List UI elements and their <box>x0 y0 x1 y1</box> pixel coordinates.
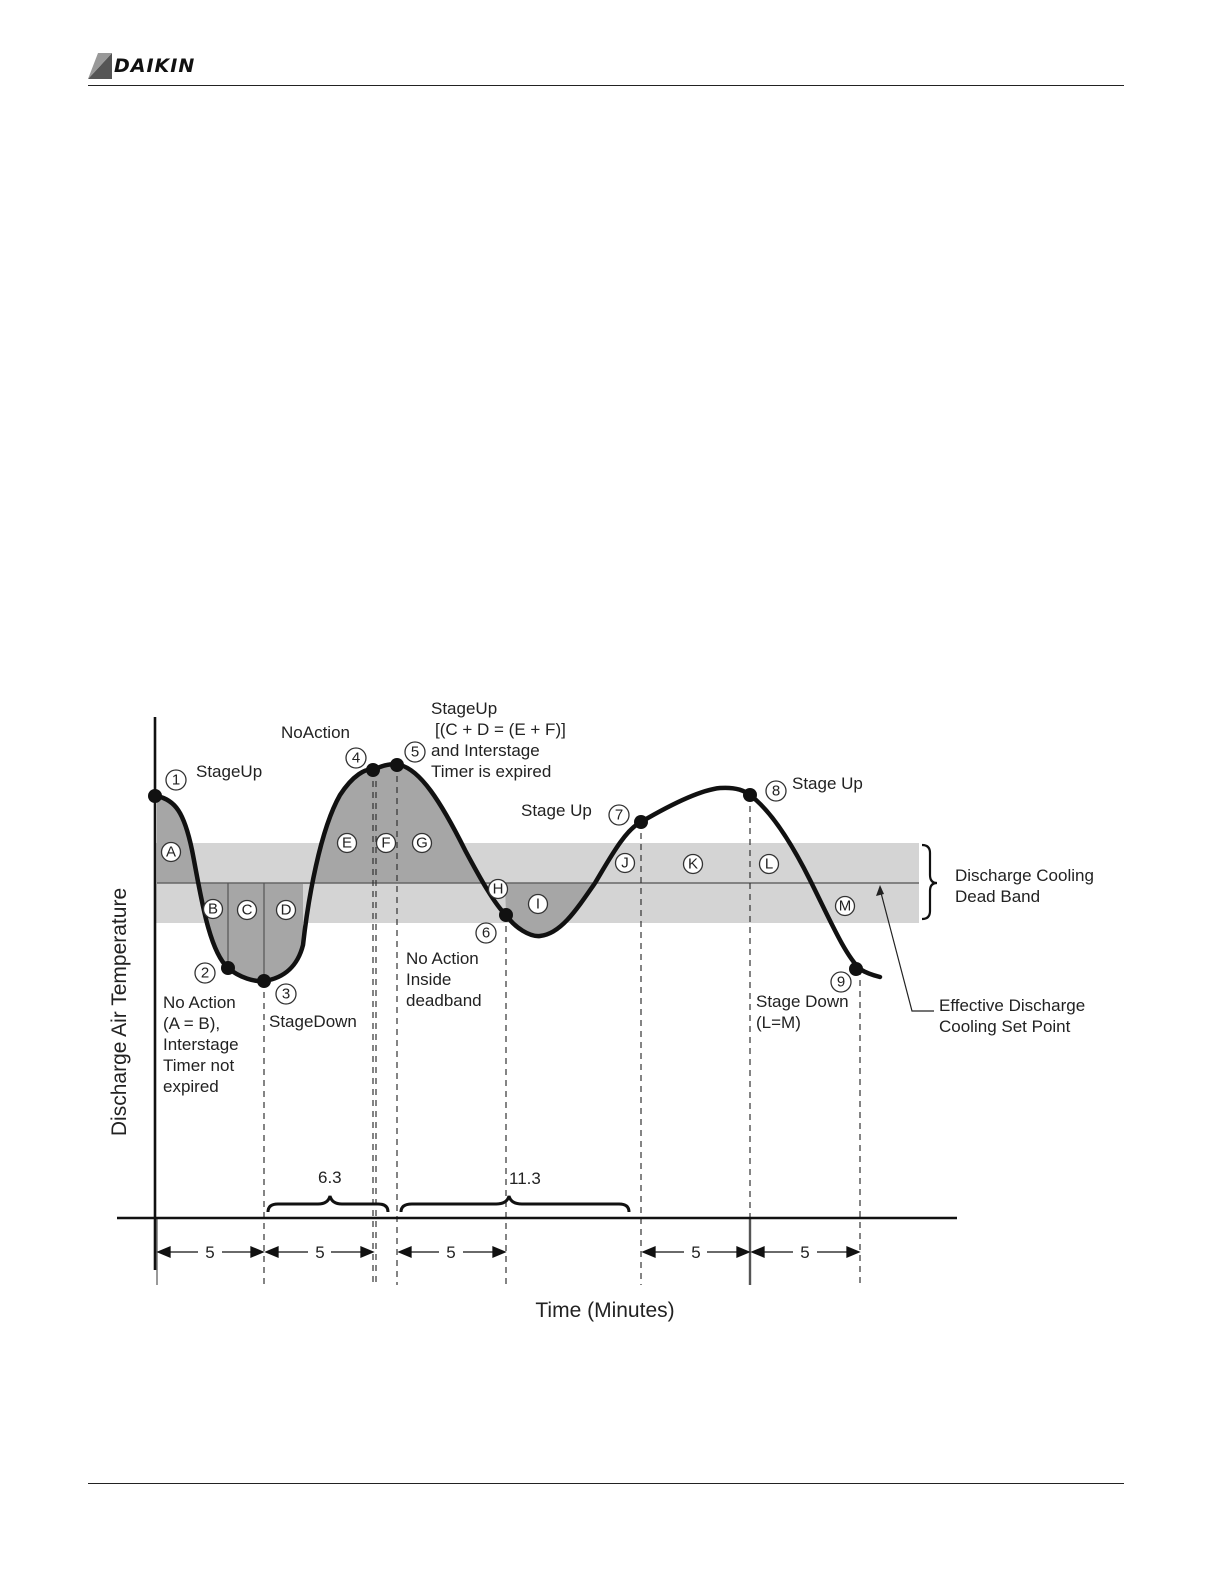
point-num-4: 4 <box>351 749 361 767</box>
area-l: L <box>764 855 774 873</box>
dot-7 <box>634 815 648 829</box>
interval-2: 5 <box>315 1243 325 1262</box>
point-num-2: 2 <box>200 964 210 982</box>
dot-3 <box>257 974 271 988</box>
dot-9 <box>849 962 863 976</box>
brace-label-11.3: 11.3 <box>509 1169 541 1188</box>
y-axis-label: Discharge Air Temperature <box>108 887 131 1137</box>
note-6: No Action Inside deadband <box>406 949 482 1010</box>
dot-1 <box>148 789 162 803</box>
note-8: Stage Up <box>792 774 863 793</box>
point-num-5: 5 <box>410 743 420 761</box>
time-braces <box>268 1196 629 1212</box>
point-num-6: 6 <box>481 924 491 942</box>
dead-band-brace <box>922 845 937 919</box>
dot-4 <box>366 763 380 777</box>
note-2: No Action (A = B), Interstage Timer not expired <box>163 993 239 1096</box>
area-m: M <box>838 897 852 915</box>
point-num-8: 8 <box>771 782 781 800</box>
area-i: I <box>535 895 541 913</box>
dot-6 <box>499 908 513 922</box>
dot-2 <box>221 961 235 975</box>
interval-1: 5 <box>205 1243 215 1262</box>
point-num-7: 7 <box>614 806 624 824</box>
area-h: H <box>492 880 504 898</box>
note-5: StageUp [(C + D = (E + F)] and Interstage Timer is expired <box>431 699 566 781</box>
dot-5 <box>390 758 404 772</box>
area-j: J <box>621 854 629 872</box>
x-axis-label: Time (Minutes) <box>535 1299 675 1322</box>
area-d: D <box>280 901 292 919</box>
brand-name: DAIKIN <box>114 55 196 77</box>
note-1: StageUp <box>196 762 263 781</box>
interval-3: 5 <box>446 1243 456 1262</box>
note-7: Stage Up <box>521 801 592 820</box>
area-a: A <box>165 843 177 861</box>
point-num-3: 3 <box>281 985 291 1003</box>
set-point-label: Effective Discharge Cooling Set Point <box>939 996 1086 1036</box>
interval-arrows <box>158 1247 859 1257</box>
interval-4: 5 <box>691 1243 701 1262</box>
brace-11.3 <box>401 1196 629 1212</box>
note-9: Stage Down (L=M) <box>756 992 849 1032</box>
area-c: C <box>241 901 253 919</box>
footer-rule <box>88 1483 1124 1484</box>
dot-8 <box>743 788 757 802</box>
point-num-1: 1 <box>171 771 181 789</box>
area-k: K <box>687 855 699 873</box>
point-num-9: 9 <box>836 973 846 991</box>
area-f: F <box>381 834 391 852</box>
dead-band-label: Discharge Cooling Dead Band <box>955 866 1094 906</box>
interval-5: 5 <box>800 1243 810 1262</box>
area-b: B <box>207 900 219 918</box>
brace-label-6.3: 6.3 <box>318 1168 342 1187</box>
area-e: E <box>341 834 353 852</box>
area-g: G <box>416 834 428 852</box>
note-4: NoAction <box>281 723 350 742</box>
brace-6.3 <box>268 1196 388 1212</box>
note-3: StageDown <box>269 1012 357 1031</box>
